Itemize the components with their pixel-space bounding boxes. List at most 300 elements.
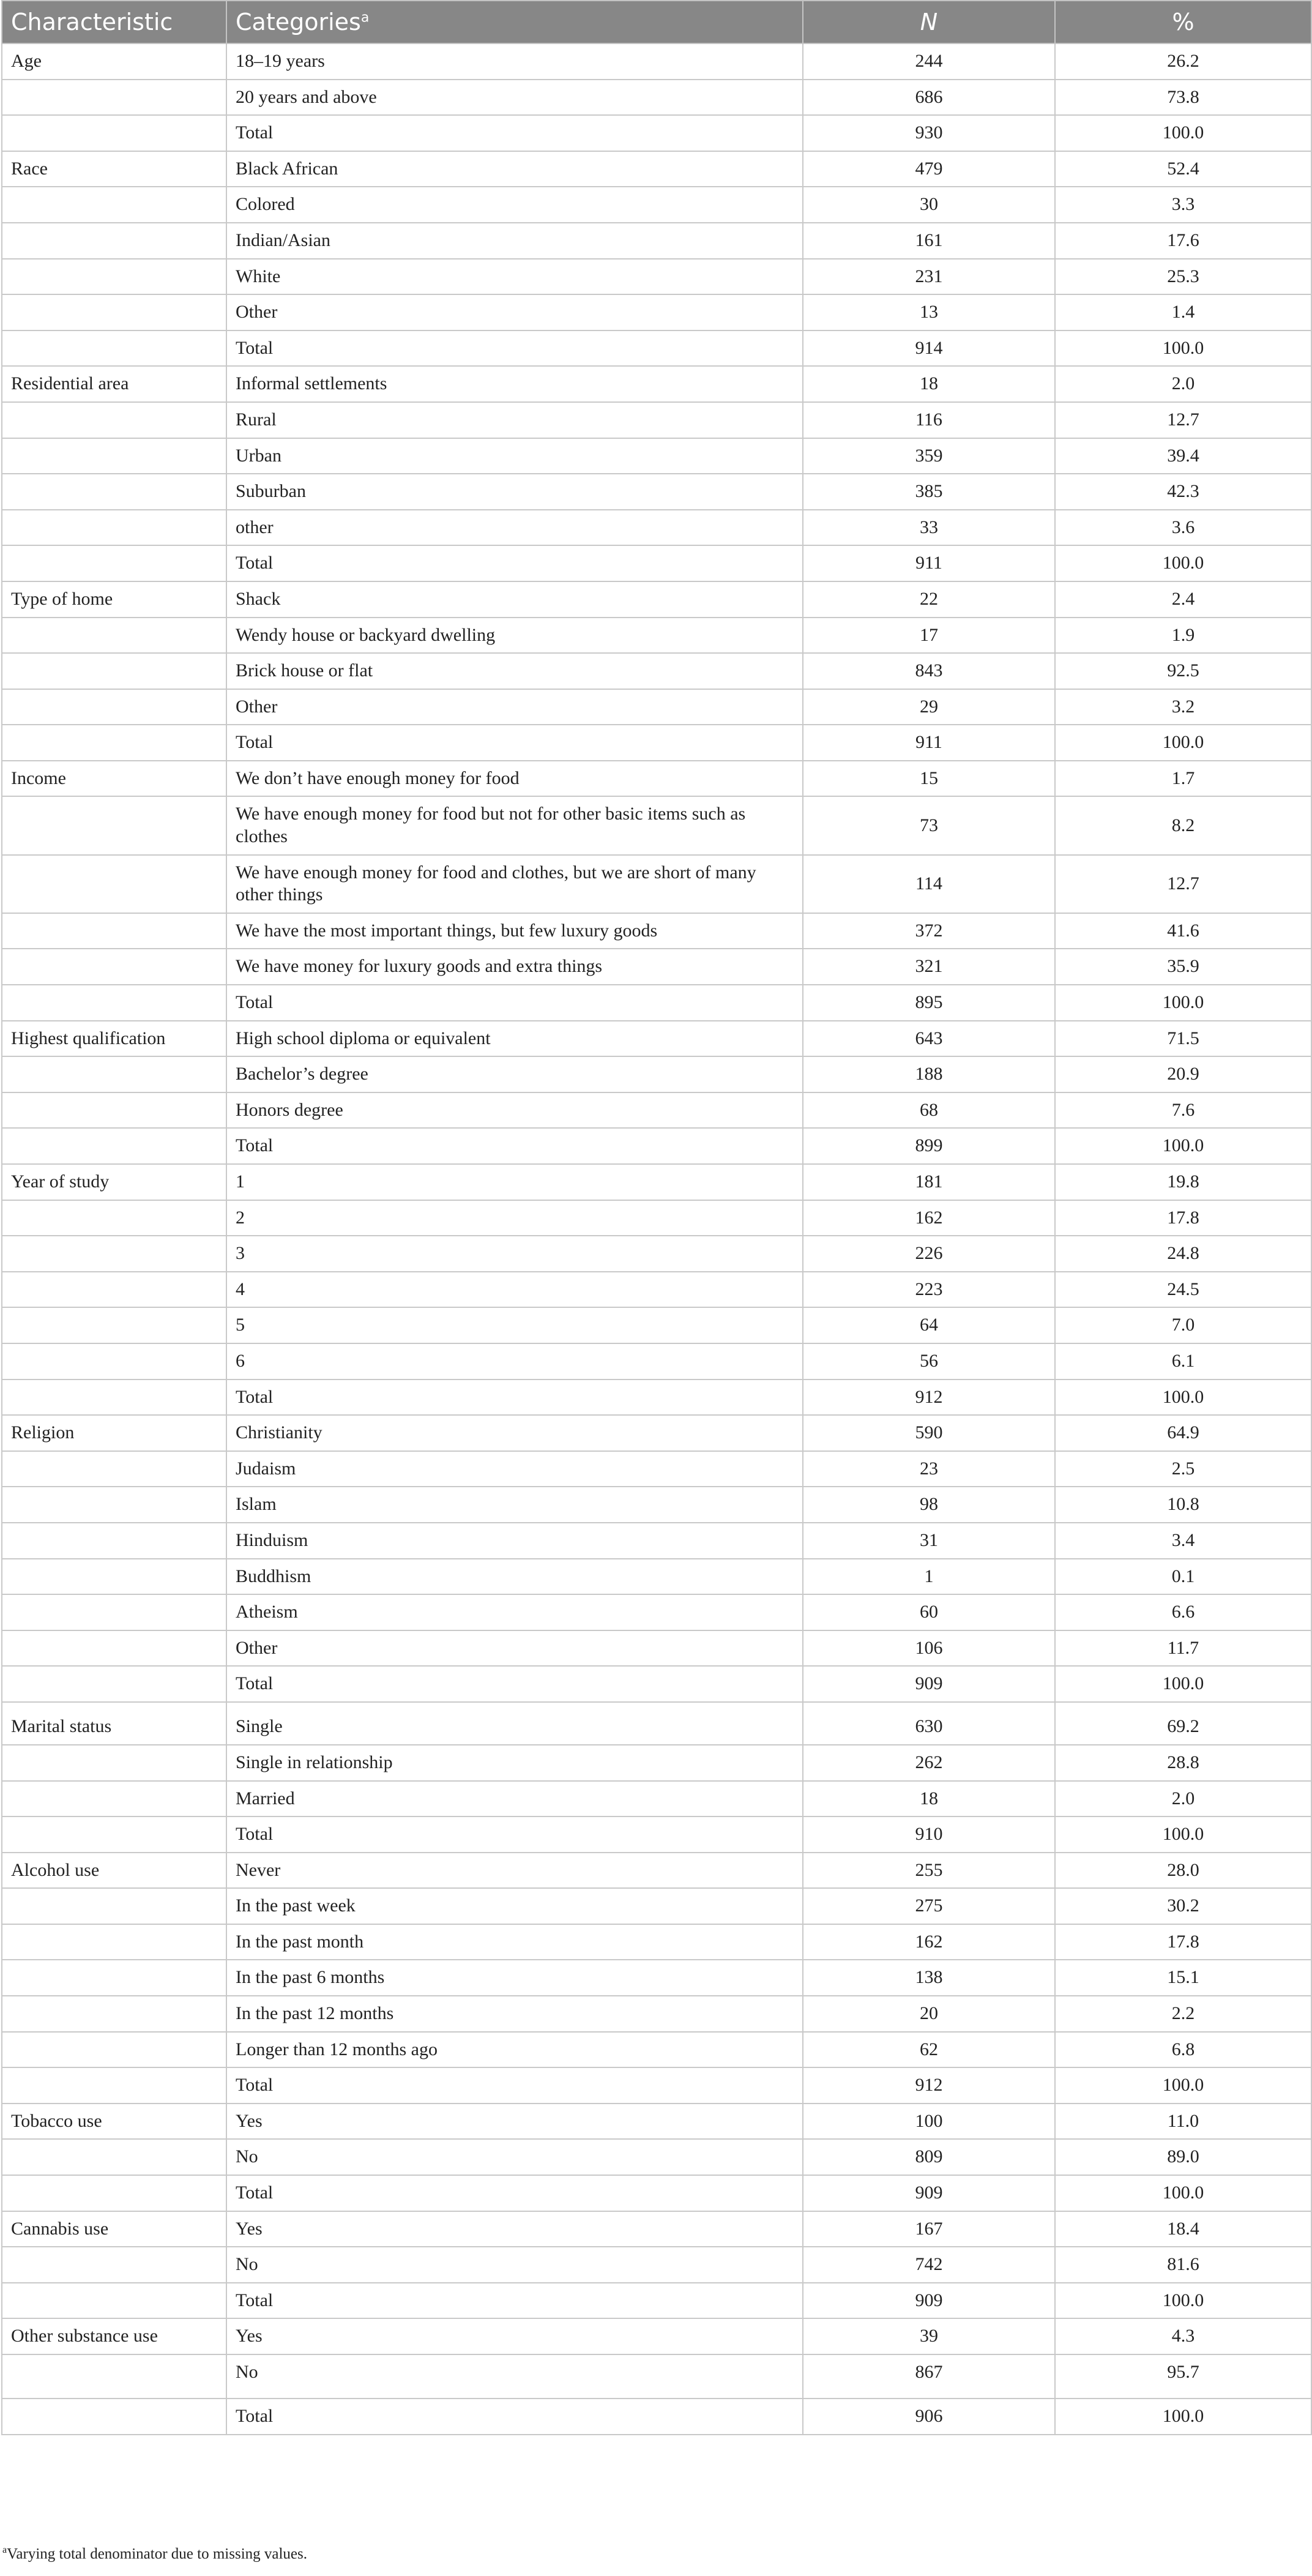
demographics-table xyxy=(1,0,1312,2435)
footnote-mark: a xyxy=(2,2545,7,2555)
table-row xyxy=(2,2283,1311,2319)
cell-percent: 28.8 xyxy=(1055,1745,1311,1781)
cell-percent: 2.0 xyxy=(1055,1781,1311,1817)
cell-n: 909 xyxy=(803,1666,1055,1702)
cell-category: Total xyxy=(226,2283,803,2319)
cell-characteristic xyxy=(2,545,226,581)
cell-characteristic xyxy=(2,1272,226,1308)
cell-n: 167 xyxy=(803,2211,1055,2247)
cell-percent: 2.0 xyxy=(1055,366,1311,402)
table-row xyxy=(2,1379,1311,1416)
cell-characteristic xyxy=(2,796,226,854)
cell-n: 223 xyxy=(803,1272,1055,1308)
cell-category: High school diploma or equivalent xyxy=(226,1021,803,1057)
cell-category: We have enough money for food but not for other basic items such as clothes xyxy=(226,796,803,854)
table-row xyxy=(2,689,1311,725)
cell-n: 226 xyxy=(803,1236,1055,1272)
cell-percent: 17.6 xyxy=(1055,223,1311,259)
table-row xyxy=(2,43,1311,80)
cell-n: 138 xyxy=(803,1960,1055,1996)
cell-n: 162 xyxy=(803,1924,1055,1960)
cell-characteristic xyxy=(2,689,226,725)
table-header xyxy=(2,1,1311,43)
table-row xyxy=(2,2175,1311,2211)
cell-percent: 19.8 xyxy=(1055,1164,1311,1200)
cell-percent: 10.8 xyxy=(1055,1487,1311,1523)
cell-percent: 100.0 xyxy=(1055,545,1311,581)
cell-percent: 100.0 xyxy=(1055,2399,1311,2435)
header-percent: % xyxy=(1055,1,1311,43)
cell-percent: 6.1 xyxy=(1055,1343,1311,1379)
cell-category: 1 xyxy=(226,1164,803,1200)
cell-category: 6 xyxy=(226,1343,803,1379)
cell-characteristic xyxy=(2,1996,226,2032)
cell-characteristic: Residential area xyxy=(2,366,226,402)
cell-n: 906 xyxy=(803,2399,1055,2435)
cell-n: 1 xyxy=(803,1559,1055,1595)
cell-n: 909 xyxy=(803,2175,1055,2211)
table-row xyxy=(2,1559,1311,1595)
cell-n: 116 xyxy=(803,402,1055,438)
cell-n: 686 xyxy=(803,80,1055,116)
cell-characteristic: Alcohol use xyxy=(2,1853,226,1889)
cell-characteristic xyxy=(2,2139,226,2175)
cell-category: 4 xyxy=(226,1272,803,1308)
cell-n: 359 xyxy=(803,438,1055,474)
cell-percent: 11.0 xyxy=(1055,2104,1311,2140)
cell-characteristic xyxy=(2,1236,226,1272)
table-row xyxy=(2,2104,1311,2140)
cell-category: Indian/Asian xyxy=(226,223,803,259)
cell-characteristic: Year of study xyxy=(2,1164,226,1200)
cell-category: Rural xyxy=(226,402,803,438)
cell-percent: 71.5 xyxy=(1055,1021,1311,1057)
cell-n: 68 xyxy=(803,1092,1055,1129)
cell-percent: 100.0 xyxy=(1055,330,1311,367)
table-row xyxy=(2,2211,1311,2247)
cell-percent: 41.6 xyxy=(1055,913,1311,949)
cell-category: Brick house or flat xyxy=(226,653,803,689)
cell-n: 161 xyxy=(803,223,1055,259)
cell-characteristic: Age xyxy=(2,43,226,80)
table-row xyxy=(2,1056,1311,1092)
cell-percent: 18.4 xyxy=(1055,2211,1311,2247)
cell-percent: 0.1 xyxy=(1055,1559,1311,1595)
cell-n: 22 xyxy=(803,581,1055,618)
cell-characteristic xyxy=(2,1781,226,1817)
cell-characteristic xyxy=(2,1487,226,1523)
cell-category: Yes xyxy=(226,2104,803,2140)
table-row xyxy=(2,1236,1311,1272)
cell-category: We have the most important things, but few luxury goods xyxy=(226,913,803,949)
cell-n: 106 xyxy=(803,1630,1055,1667)
cell-characteristic: Other substance use xyxy=(2,2318,226,2354)
cell-percent: 12.7 xyxy=(1055,402,1311,438)
table-row xyxy=(2,2139,1311,2175)
cell-category: Bachelor’s degree xyxy=(226,1056,803,1092)
cell-n: 914 xyxy=(803,330,1055,367)
cell-percent: 24.8 xyxy=(1055,1236,1311,1272)
cell-percent: 89.0 xyxy=(1055,2139,1311,2175)
cell-percent: 100.0 xyxy=(1055,2175,1311,2211)
cell-n: 809 xyxy=(803,2139,1055,2175)
cell-n: 911 xyxy=(803,725,1055,761)
table-row xyxy=(2,366,1311,402)
cell-category: Total xyxy=(226,2399,803,2435)
table-row xyxy=(2,80,1311,116)
cell-percent: 100.0 xyxy=(1055,725,1311,761)
cell-category: Suburban xyxy=(226,474,803,510)
cell-n: 275 xyxy=(803,1888,1055,1924)
cell-n: 911 xyxy=(803,545,1055,581)
cell-percent: 7.0 xyxy=(1055,1307,1311,1343)
cell-percent: 4.3 xyxy=(1055,2318,1311,2354)
cell-percent: 100.0 xyxy=(1055,1128,1311,1164)
cell-n: 385 xyxy=(803,474,1055,510)
cell-category: Single xyxy=(226,1702,803,1745)
cell-percent: 35.9 xyxy=(1055,949,1311,985)
cell-percent: 20.9 xyxy=(1055,1056,1311,1092)
cell-n: 590 xyxy=(803,1415,1055,1451)
cell-n: 479 xyxy=(803,151,1055,187)
cell-characteristic xyxy=(2,2354,226,2399)
cell-n: 30 xyxy=(803,187,1055,223)
cell-category: Judaism xyxy=(226,1451,803,1487)
table-row xyxy=(2,913,1311,949)
table-row xyxy=(2,2354,1311,2399)
cell-n: 188 xyxy=(803,1056,1055,1092)
cell-category: Total xyxy=(226,330,803,367)
cell-percent: 73.8 xyxy=(1055,80,1311,116)
cell-category: In the past month xyxy=(226,1924,803,1960)
cell-n: 31 xyxy=(803,1523,1055,1559)
cell-percent: 25.3 xyxy=(1055,259,1311,295)
table-row xyxy=(2,1415,1311,1451)
table-row xyxy=(2,1781,1311,1817)
cell-category: 2 xyxy=(226,1200,803,1236)
header-categories-footnote-mark: a xyxy=(360,10,370,26)
table-row xyxy=(2,545,1311,581)
cell-characteristic xyxy=(2,1594,226,1630)
cell-characteristic xyxy=(2,474,226,510)
table-row xyxy=(2,1702,1311,1745)
cell-category: Total xyxy=(226,2175,803,2211)
table-row xyxy=(2,985,1311,1021)
cell-characteristic: Religion xyxy=(2,1415,226,1451)
cell-characteristic xyxy=(2,2247,226,2283)
cell-category: Longer than 12 months ago xyxy=(226,2032,803,2068)
cell-n: 910 xyxy=(803,1816,1055,1853)
footnote-text: Varying total denominator due to missing values. xyxy=(7,2545,308,2563)
cell-characteristic xyxy=(2,187,226,223)
table-row xyxy=(2,725,1311,761)
cell-percent: 30.2 xyxy=(1055,1888,1311,1924)
cell-percent: 11.7 xyxy=(1055,1630,1311,1667)
table-row xyxy=(2,949,1311,985)
cell-n: 39 xyxy=(803,2318,1055,2354)
cell-percent: 100.0 xyxy=(1055,1379,1311,1416)
cell-percent: 42.3 xyxy=(1055,474,1311,510)
table-row xyxy=(2,510,1311,546)
cell-category: Islam xyxy=(226,1487,803,1523)
table-row xyxy=(2,1666,1311,1702)
cell-n: 930 xyxy=(803,115,1055,151)
cell-percent: 1.9 xyxy=(1055,618,1311,654)
cell-characteristic xyxy=(2,2175,226,2211)
table-row xyxy=(2,1092,1311,1129)
cell-n: 17 xyxy=(803,618,1055,654)
table-row xyxy=(2,330,1311,367)
table-row xyxy=(2,1523,1311,1559)
table-row xyxy=(2,294,1311,330)
table-row xyxy=(2,796,1311,854)
cell-category: In the past 12 months xyxy=(226,1996,803,2032)
cell-category: Total xyxy=(226,1816,803,1853)
cell-n: 867 xyxy=(803,2354,1055,2399)
cell-category: No xyxy=(226,2247,803,2283)
cell-n: 909 xyxy=(803,2283,1055,2319)
cell-n: 895 xyxy=(803,985,1055,1021)
cell-percent: 17.8 xyxy=(1055,1924,1311,1960)
cell-category: Total xyxy=(226,725,803,761)
cell-n: 162 xyxy=(803,1200,1055,1236)
cell-percent: 6.6 xyxy=(1055,1594,1311,1630)
table-row xyxy=(2,1745,1311,1781)
cell-characteristic xyxy=(2,618,226,654)
cell-n: 33 xyxy=(803,510,1055,546)
cell-characteristic xyxy=(2,2032,226,2068)
table-row xyxy=(2,1200,1311,1236)
cell-n: 114 xyxy=(803,855,1055,913)
header-row xyxy=(2,1,1311,43)
cell-percent: 64.9 xyxy=(1055,1415,1311,1451)
cell-percent: 81.6 xyxy=(1055,2247,1311,2283)
cell-characteristic: Tobacco use xyxy=(2,2104,226,2140)
cell-category: Other xyxy=(226,689,803,725)
cell-characteristic xyxy=(2,1924,226,1960)
cell-characteristic xyxy=(2,1960,226,1996)
table-row xyxy=(2,2399,1311,2435)
cell-percent: 1.4 xyxy=(1055,294,1311,330)
cell-characteristic: Race xyxy=(2,151,226,187)
cell-category: 5 xyxy=(226,1307,803,1343)
cell-category: Colored xyxy=(226,187,803,223)
cell-category: No xyxy=(226,2139,803,2175)
cell-percent: 2.5 xyxy=(1055,1451,1311,1487)
cell-characteristic xyxy=(2,1745,226,1781)
cell-characteristic xyxy=(2,1630,226,1667)
cell-characteristic xyxy=(2,725,226,761)
table-row xyxy=(2,1630,1311,1667)
cell-characteristic xyxy=(2,949,226,985)
cell-characteristic xyxy=(2,223,226,259)
cell-percent: 24.5 xyxy=(1055,1272,1311,1308)
cell-characteristic xyxy=(2,1056,226,1092)
cell-category: 3 xyxy=(226,1236,803,1272)
cell-n: 60 xyxy=(803,1594,1055,1630)
cell-characteristic xyxy=(2,985,226,1021)
table-row xyxy=(2,115,1311,151)
cell-characteristic: Marital status xyxy=(2,1702,226,1745)
cell-percent: 17.8 xyxy=(1055,1200,1311,1236)
cell-n: 23 xyxy=(803,1451,1055,1487)
cell-category: Married xyxy=(226,1781,803,1817)
cell-characteristic xyxy=(2,1092,226,1129)
table-row xyxy=(2,1272,1311,1308)
cell-category: Never xyxy=(226,1853,803,1889)
cell-characteristic xyxy=(2,510,226,546)
cell-n: 56 xyxy=(803,1343,1055,1379)
cell-percent: 1.7 xyxy=(1055,761,1311,797)
table-row xyxy=(2,2247,1311,2283)
cell-characteristic xyxy=(2,438,226,474)
cell-category: Shack xyxy=(226,581,803,618)
table-row xyxy=(2,402,1311,438)
cell-percent: 15.1 xyxy=(1055,1960,1311,1996)
table-row xyxy=(2,2318,1311,2354)
header-characteristic: Characteristic xyxy=(2,1,226,43)
cell-n: 372 xyxy=(803,913,1055,949)
cell-category: Yes xyxy=(226,2318,803,2354)
table-row xyxy=(2,653,1311,689)
cell-n: 630 xyxy=(803,1702,1055,1745)
cell-category: Total xyxy=(226,1666,803,1702)
table-row xyxy=(2,1343,1311,1379)
cell-percent: 100.0 xyxy=(1055,2067,1311,2104)
cell-n: 20 xyxy=(803,1996,1055,2032)
table-footnote xyxy=(2,2545,307,2563)
cell-category: Yes xyxy=(226,2211,803,2247)
cell-category: Total xyxy=(226,2067,803,2104)
cell-category: other xyxy=(226,510,803,546)
cell-n: 843 xyxy=(803,653,1055,689)
cell-percent: 100.0 xyxy=(1055,2283,1311,2319)
table-row xyxy=(2,1888,1311,1924)
cell-characteristic xyxy=(2,1343,226,1379)
table-row xyxy=(2,223,1311,259)
cell-category: Hinduism xyxy=(226,1523,803,1559)
cell-category: Total xyxy=(226,985,803,1021)
cell-category: In the past 6 months xyxy=(226,1960,803,1996)
cell-percent: 100.0 xyxy=(1055,1666,1311,1702)
cell-category: Atheism xyxy=(226,1594,803,1630)
table-row xyxy=(2,1451,1311,1487)
table-row xyxy=(2,1996,1311,2032)
cell-category: Wendy house or backyard dwelling xyxy=(226,618,803,654)
table-row xyxy=(2,855,1311,913)
table-row xyxy=(2,2032,1311,2068)
cell-characteristic xyxy=(2,1307,226,1343)
cell-percent: 100.0 xyxy=(1055,985,1311,1021)
table-row xyxy=(2,618,1311,654)
cell-characteristic: Type of home xyxy=(2,581,226,618)
cell-n: 29 xyxy=(803,689,1055,725)
table-row xyxy=(2,438,1311,474)
table-row xyxy=(2,761,1311,797)
cell-category: Total xyxy=(226,1379,803,1416)
cell-characteristic xyxy=(2,259,226,295)
cell-characteristic xyxy=(2,115,226,151)
cell-percent: 3.2 xyxy=(1055,689,1311,725)
table-row xyxy=(2,1128,1311,1164)
cell-n: 231 xyxy=(803,259,1055,295)
cell-characteristic xyxy=(2,2067,226,2104)
cell-percent: 39.4 xyxy=(1055,438,1311,474)
cell-percent: 3.4 xyxy=(1055,1523,1311,1559)
table-row xyxy=(2,187,1311,223)
cell-category: Urban xyxy=(226,438,803,474)
table-row xyxy=(2,1816,1311,1853)
cell-n: 262 xyxy=(803,1745,1055,1781)
cell-n: 64 xyxy=(803,1307,1055,1343)
table-row xyxy=(2,151,1311,187)
cell-characteristic xyxy=(2,2283,226,2319)
cell-characteristic xyxy=(2,855,226,913)
cell-percent: 100.0 xyxy=(1055,1816,1311,1853)
cell-percent: 2.4 xyxy=(1055,581,1311,618)
cell-category: We have enough money for food and clothes, but we are short of many other things xyxy=(226,855,803,913)
cell-n: 244 xyxy=(803,43,1055,80)
cell-category: Single in relationship xyxy=(226,1745,803,1781)
cell-characteristic xyxy=(2,2399,226,2435)
cell-n: 912 xyxy=(803,2067,1055,2104)
cell-percent: 6.8 xyxy=(1055,2032,1311,2068)
cell-percent: 3.3 xyxy=(1055,187,1311,223)
cell-percent: 92.5 xyxy=(1055,653,1311,689)
cell-category: Honors degree xyxy=(226,1092,803,1129)
cell-n: 18 xyxy=(803,1781,1055,1817)
cell-percent: 8.2 xyxy=(1055,796,1311,854)
cell-percent: 7.6 xyxy=(1055,1092,1311,1129)
cell-category: Total xyxy=(226,115,803,151)
demographics-table-container xyxy=(1,0,1311,2435)
header-categories-label: Categories xyxy=(236,9,361,35)
cell-percent: 26.2 xyxy=(1055,43,1311,80)
cell-n: 181 xyxy=(803,1164,1055,1200)
cell-category: We don’t have enough money for food xyxy=(226,761,803,797)
cell-n: 18 xyxy=(803,366,1055,402)
cell-percent: 28.0 xyxy=(1055,1853,1311,1889)
cell-characteristic xyxy=(2,1666,226,1702)
header-n: N xyxy=(803,1,1055,43)
cell-percent: 12.7 xyxy=(1055,855,1311,913)
cell-percent: 95.7 xyxy=(1055,2354,1311,2399)
cell-category: Informal settlements xyxy=(226,366,803,402)
cell-category: White xyxy=(226,259,803,295)
table-row xyxy=(2,1021,1311,1057)
cell-percent: 100.0 xyxy=(1055,115,1311,151)
table-row xyxy=(2,259,1311,295)
cell-category: Other xyxy=(226,294,803,330)
cell-category: We have money for luxury goods and extra things xyxy=(226,949,803,985)
table-row xyxy=(2,1960,1311,1996)
cell-characteristic xyxy=(2,1379,226,1416)
cell-category: Christianity xyxy=(226,1415,803,1451)
cell-percent: 3.6 xyxy=(1055,510,1311,546)
table-body xyxy=(2,43,1311,2435)
cell-percent: 2.2 xyxy=(1055,1996,1311,2032)
cell-characteristic xyxy=(2,1888,226,1924)
cell-characteristic xyxy=(2,653,226,689)
cell-n: 912 xyxy=(803,1379,1055,1416)
cell-characteristic xyxy=(2,294,226,330)
cell-characteristic xyxy=(2,1559,226,1595)
cell-characteristic xyxy=(2,1128,226,1164)
cell-characteristic: Cannabis use xyxy=(2,2211,226,2247)
cell-n: 15 xyxy=(803,761,1055,797)
cell-category: Other xyxy=(226,1630,803,1667)
cell-category: Buddhism xyxy=(226,1559,803,1595)
